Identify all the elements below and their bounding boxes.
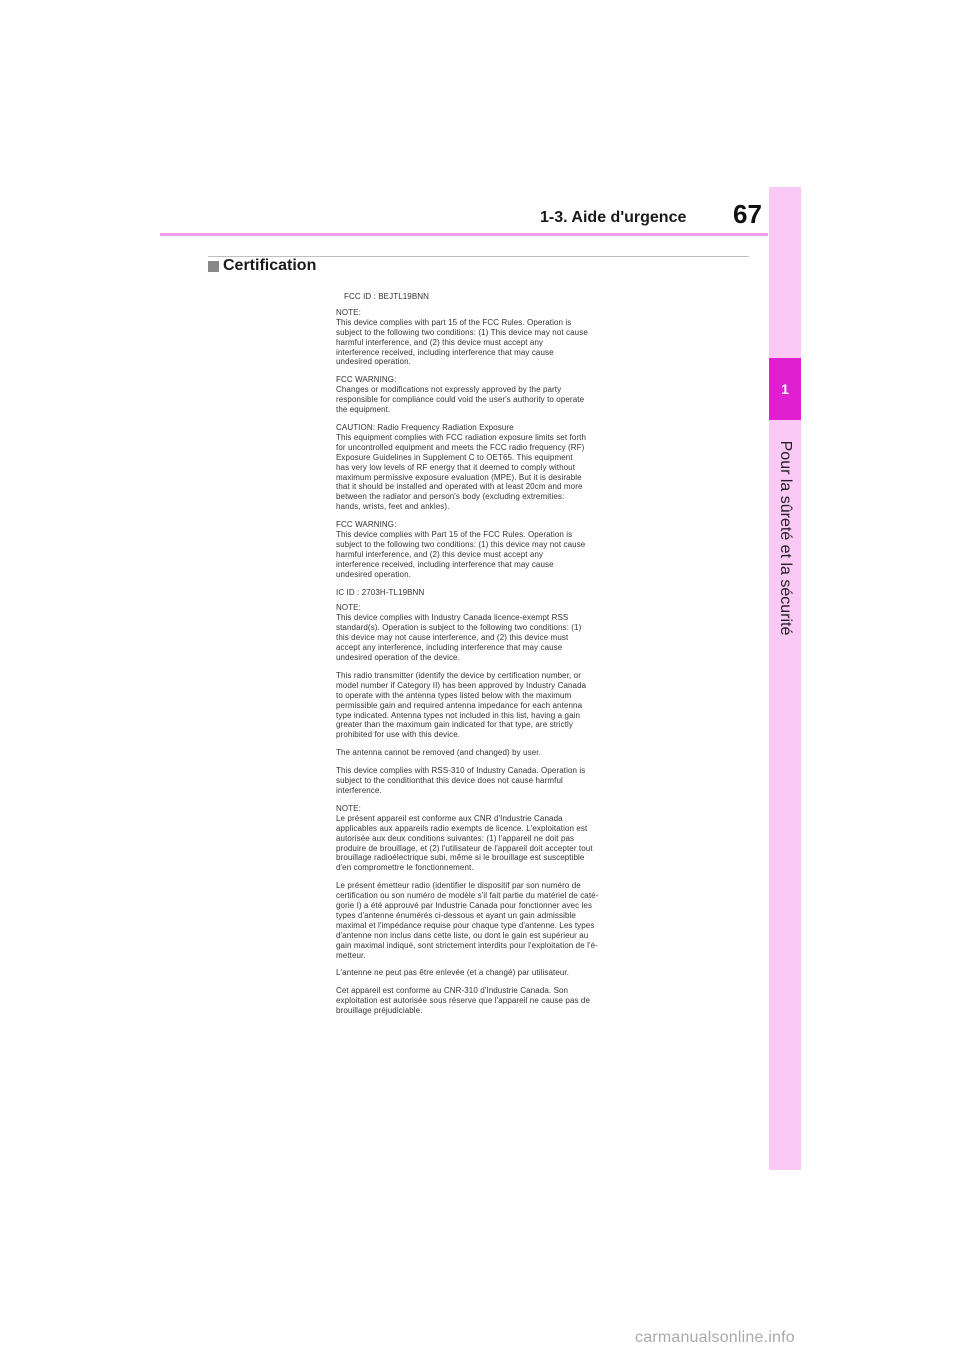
fcc-statement-line: This device complies with part 15 of the FCC Rules. Operation is bbox=[336, 317, 572, 327]
side-tab bbox=[769, 187, 801, 1170]
ic-statement-line: type indicated. Antenna types not included in this list, having a gain bbox=[336, 710, 581, 720]
fcc-statement-line: hands, wrists, feet and ankles). bbox=[336, 502, 450, 512]
ic-statements bbox=[336, 603, 626, 1016]
ic-statement-line: gorie I) a été approuvé par Industrie Canada pour fonctionner avec les bbox=[336, 901, 593, 911]
ic-statement-line: NOTE: bbox=[336, 803, 361, 813]
ic-statement-line: L'antenne ne peut pas être enlevée (et a changé) par utilisateur. bbox=[336, 968, 570, 978]
fcc-statement-line: the equipment. bbox=[336, 405, 391, 415]
ic-statement-line: permissible gain and required antenna impedance for each antenna bbox=[336, 700, 583, 710]
fcc-statement-line: interference received, including interference that may cause bbox=[336, 347, 554, 357]
ic-statement-line: certification ou son numéro de modèle s'il fait partie du matériel de caté- bbox=[336, 891, 599, 901]
ic-statement-line: The antenna cannot be removed (and changed) by user. bbox=[336, 748, 541, 758]
fcc-statement-line: between the radiator and person's body (excluding extremities: bbox=[336, 492, 565, 502]
fcc-statement-line: undesired operation. bbox=[336, 357, 411, 367]
ic-statement-line: gain maximal indiqué, sont strictement interdits pour l'exploitation de l'é- bbox=[336, 940, 598, 950]
fcc-statement-line: This device complies with Part 15 of the FCC Rules. Operation is bbox=[336, 530, 573, 540]
chapter-number-badge: 1 bbox=[769, 358, 801, 420]
ic-statement-line: types d'antenne énumérés ci-dessous et ayant un gain admissible bbox=[336, 910, 576, 920]
ic-statement-line: produire de brouillage, et (2) l'utilisateur de l'appareil doit accepter tout bbox=[336, 843, 593, 853]
ic-statement-line: Le présent émetteur radio (identifier le dispositif par son numéro de bbox=[336, 881, 581, 891]
fcc-statement-block bbox=[336, 423, 626, 512]
fcc-statement-line: harmful interference, and (2) this device must accept any bbox=[336, 549, 544, 559]
fcc-id: FCC ID : BEJTL19BNN bbox=[344, 292, 430, 301]
ic-statement-line: exploitation est autorisée sous réserve que l'appareil ne cause pas de bbox=[336, 996, 591, 1006]
ic-statement-line: this device may not cause interference, and (2) this device must bbox=[336, 633, 569, 643]
fcc-statement-block bbox=[336, 520, 626, 579]
ic-statement-line: Le présent appareil est conforme aux CNR d'Industrie Canada bbox=[336, 813, 563, 823]
ic-statement-line: metteur. bbox=[336, 950, 366, 960]
square-bullet-icon bbox=[208, 261, 219, 272]
ic-statement-block bbox=[336, 748, 626, 758]
fcc-statement-line: Exposure Guidelines in Supplement C to OET65. This equipment bbox=[336, 452, 573, 462]
ic-statement-line: brouillage préjudiciable. bbox=[336, 1006, 423, 1016]
ic-statement-line: This radio transmitter (identify the device by certification number, or bbox=[336, 670, 581, 680]
ic-statement-line: subject to the conditionthat this device does not cause harmful bbox=[336, 776, 563, 786]
watermark: carmanualsonline.info bbox=[635, 1329, 795, 1346]
fcc-statement-line: has very low levels of RF energy that it deemed to comply without bbox=[336, 462, 576, 472]
fcc-statement-line: that it should be installed and operated with at least 20cm and more bbox=[336, 482, 583, 492]
section-heading-text: Certification bbox=[223, 257, 317, 274]
fcc-statement-line: CAUTION: Radio Frequency Radiation Exposure bbox=[336, 422, 514, 432]
fcc-statements bbox=[336, 308, 626, 580]
ic-statement-block bbox=[336, 766, 626, 796]
fcc-statement-line: This equipment complies with FCC radiation exposure limits set forth bbox=[336, 432, 587, 442]
fcc-statement-block bbox=[336, 375, 626, 415]
ic-statement-block bbox=[336, 804, 626, 873]
ic-statement-line: greater than the maximum gain indicated for that type, are strictly bbox=[336, 720, 574, 730]
fcc-statement-block bbox=[336, 308, 626, 367]
ic-statement-line: brouillage radioélectrique subi, même si le brouillage est susceptible bbox=[336, 853, 585, 863]
ic-statement-line: d'en compromettre le fonctionnement. bbox=[336, 863, 474, 873]
ic-statement-block bbox=[336, 603, 626, 662]
ic-statement-block bbox=[336, 671, 626, 740]
ic-statement-line: applicables aux appareils radio exempts de licence. L'exploitation est bbox=[336, 823, 588, 833]
fcc-statement-line: responsible for compliance could void the user's authority to operate bbox=[336, 395, 585, 405]
ic-statement-line: maximal et l'impédance requise pour chaque type d'antenne. Les types bbox=[336, 920, 595, 930]
fcc-statement-line: FCC WARNING: bbox=[336, 520, 397, 530]
fcc-statement-line: subject to the following two conditions: (1) This device may not cause bbox=[336, 327, 588, 337]
fcc-statement-line: Changes or modifications not expressly approved by the party bbox=[336, 385, 562, 395]
ic-statement-line: Cet appareil est conforme au CNR-310 d'Industrie Canada. Son bbox=[336, 986, 569, 996]
fcc-statement-line: subject to the following two conditions: (1) this device may not cause bbox=[336, 539, 586, 549]
fcc-statement-line: interference received, including interference that may cause bbox=[336, 559, 554, 569]
fcc-statement-line: undesired operation. bbox=[336, 569, 411, 579]
ic-statement-line: model number if Category II) has been approved by Industry Canada bbox=[336, 680, 587, 690]
ic-statement-line: accept any interference, including interference that may cause bbox=[336, 643, 563, 653]
section-title: 1-3. Aide d'urgence bbox=[540, 209, 687, 226]
certification-label-image bbox=[336, 292, 626, 1024]
ic-statement-line: standard(s). Operation is subject to the following two conditions: (1) bbox=[336, 623, 582, 633]
ic-statement-line: to operate with the antenna types listed below with the maximum bbox=[336, 690, 572, 700]
header-divider bbox=[160, 233, 768, 236]
fcc-statement-line: FCC WARNING: bbox=[336, 375, 397, 385]
ic-id: IC ID : 2703H-TL19BNN bbox=[336, 587, 425, 597]
ic-statement-line: This device complies with Industry Canada licence-exempt RSS bbox=[336, 613, 569, 623]
fcc-statement-line: maximum permissive exposure evaluation (MPE). But it is desirable bbox=[336, 472, 582, 482]
fcc-statement-line: harmful interference, and (2) this device must accept any bbox=[336, 337, 544, 347]
ic-statement-line: undesired operation of the device. bbox=[336, 653, 460, 662]
ic-statement-block bbox=[336, 968, 626, 978]
ic-statement-line: d'antenne non inclus dans cette liste, ou dont le gain est supérieur au bbox=[336, 930, 589, 940]
ic-statement-block bbox=[336, 986, 626, 1016]
fcc-statement-line: for uncontrolled equipment and meets the FCC radio frequency (RF) bbox=[336, 442, 585, 452]
ic-statement-block bbox=[336, 881, 626, 960]
page-number: 67 bbox=[733, 199, 762, 229]
chapter-title: Pour la sûreté et la sécurité bbox=[777, 440, 794, 636]
fcc-statement-line: NOTE: bbox=[336, 307, 361, 317]
ic-statement-line: This device complies with RSS-310 of Industry Canada. Operation is bbox=[336, 766, 586, 776]
ic-statement-line: NOTE: bbox=[336, 603, 361, 613]
ic-statement-line: autorisée aux deux conditions suivantes: (1) l'appareil ne doit pas bbox=[336, 833, 575, 843]
section-heading bbox=[208, 257, 316, 275]
ic-statement-line: prohibited for use with this device. bbox=[336, 730, 461, 740]
ic-statement-line: interference. bbox=[336, 785, 382, 795]
